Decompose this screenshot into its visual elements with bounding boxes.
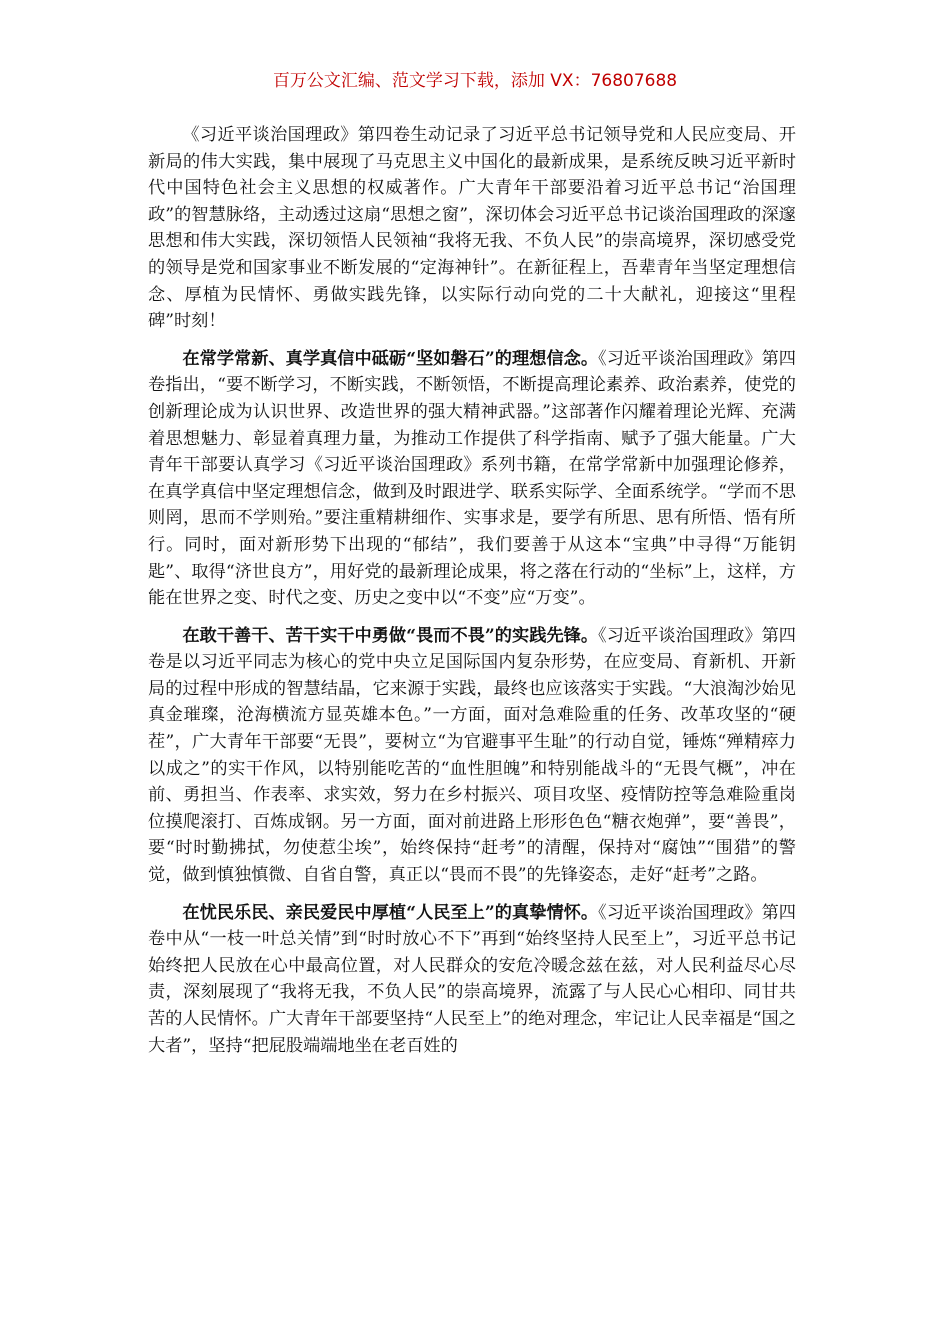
paragraph-text: 《习近平谈治国理政》第四卷指出，“要不断学习，不断实践，不断领悟，不断提高理论素养、政治素养，使党的创新理论成为认识世界、改造世界的强大精神武器。”这部著作闪耀着理论光辉、充满着思想魅力、彰显着真理力量，为推动工作提供了科学指南、赋予了强大能量。广大青年干部要认真学习《习近平谈治国理政》系列书籍，在常学常新中加强理论修养，在真学真信中坚定理想信念，做到及时跟进学、联系实际学、全面系统学。“学而不思则罔，思而不学则殆。”要注重精耕细作、实事求是，要学有所思、思有所悟、悟有所行。同时，面对新形势下出现的“郁结”，我们要善于从这本“宝典”中寻得“万能钥匙”、取得“济世良方”，用好党的最新理论成果，将之落在行动的“坐标”上，这样，方能在世界之变、时代之变、历史之变中以“不变”应“万变”。 [148, 348, 796, 609]
paragraph-practice [148, 623, 796, 889]
header-watermark-text: 百万公文汇编、范文学习下载，添加 VX：76807688 [272, 71, 678, 91]
paragraph-text: 《习近平谈治国理政》第四卷生动记录了习近平总书记领导党和人民应变局、开新局的伟大实践，集中展现了马克思主义中国化的最新成果，是系统反映习近平新时代中国特色社会主义思想的权威著作。广大青年干部要沿着习近平总书记“治国理政”的智慧脉络，主动透过这扇“思想之窗”，深切体会习近平总书记谈治国理政的深邃思想和伟大实践，深切领悟人民领袖“我将无我、不负人民”的崇高境界，深切感受党的领导是党和国家事业不断发展的“定海神针”。在新征程上，吾辈青年当坚定理想信念、厚植为民情怀、勇做实践先锋，以实际行动向党的二十大献礼，迎接这“里程碑”时刻！ [148, 125, 796, 332]
paragraph-text: 《习近平谈治国理政》第四卷是以习近平同志为核心的党中央立足国际国内复杂形势，在应变局、育新机、开新局的过程中形成的智慧结晶，它来源于实践，最终也应该落实于实践。“大浪淘沙始见真金璀璨，沧海横流方显英雄本色。”一方面，面对急难险重的任务、改革攻坚的“硬茬”，广大青年干部要“无畏”，要树立“为官避事平生耻”的行动自觉，锤炼“殚精瘁力以成之”的实干作风，以特别能吃苦的“血性胆魄”和特别能战斗的“无畏气概”，冲在前、勇担当、作表率、求实效，努力在乡村振兴、项目攻坚、疫情防控等急难险重岗位摸爬滚打、百炼成钢。另一方面，面对前进路上形形色色“糖衣炮弹”，要“善畏”，要“时时勤拂拭，勿使惹尘埃”，始终保持“赶考”的清醒，保持对“腐蚀”“围猎”的警觉，做到慎独慎微、自省自警，真正以“畏而不畏”的先锋姿态，走好“赶考”之路。 [148, 625, 796, 886]
paragraph-ideals [148, 346, 796, 612]
paragraph-people [148, 900, 796, 1060]
paragraph-intro [148, 122, 796, 335]
paragraph-lead: 在敢干善干、苦干实干中勇做“畏而不畏”的实践先锋。 [182, 625, 599, 646]
document-body [148, 122, 796, 1070]
paragraph-lead: 在忧民乐民、亲民爱民中厚植“人民至上”的真挚情怀。 [182, 902, 599, 923]
paragraph-text: 《习近平谈治国理政》第四卷中从“一枝一叶总关情”到“时时放心不下”再到“始终坚持人民至上”，习近平总书记始终把人民放在心中最高位置，对人民群众的安危冷暖念兹在兹，对人民利益尽心尽责，深刻展现了“我将无我，不负人民”的崇高境界，流露了与人民心心相印、同甘共苦的人民情怀。广大青年干部要坚持“人民至上”的绝对理念，牢记让人民幸福是“国之大者”，坚持“把屁股端端地坐在老百姓的 [148, 902, 796, 1056]
paragraph-lead: 在常学常新、真学真信中砥砺“坚如磐石”的理想信念。 [182, 348, 599, 369]
